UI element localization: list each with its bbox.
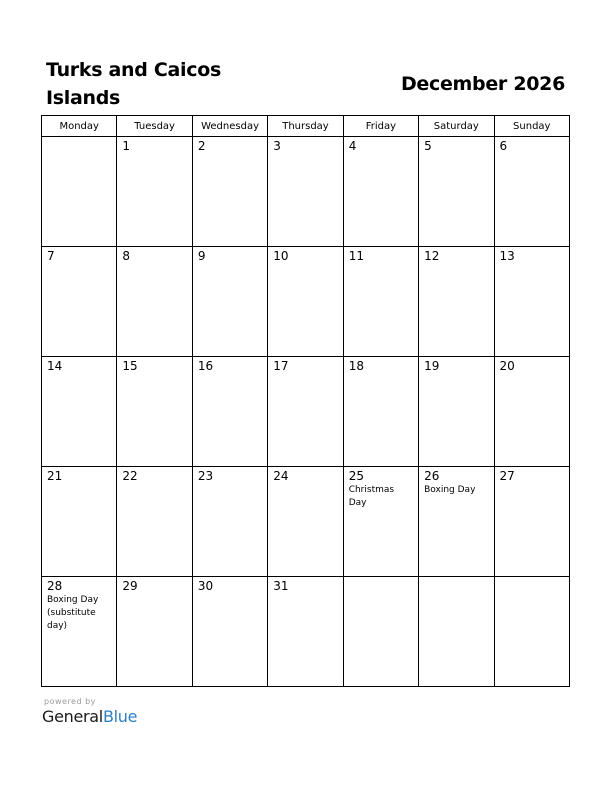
- day-cell-content: [193, 247, 267, 264]
- day-cell: [343, 247, 418, 357]
- day-cell: [117, 467, 192, 577]
- day-number: 28: [47, 579, 63, 593]
- day-number: 1: [122, 139, 131, 153]
- day-cell-content: [344, 247, 418, 264]
- day-cell-content: [495, 137, 569, 154]
- day-cell: [117, 357, 192, 467]
- day-cell: [268, 577, 343, 687]
- day-cell-content: [268, 577, 342, 594]
- day-cell-content: [495, 467, 569, 484]
- day-cell: [343, 137, 418, 247]
- day-number: 14: [47, 359, 63, 373]
- day-cell: [117, 247, 192, 357]
- day-cell-content: [268, 137, 342, 154]
- brand-blue: Blue: [102, 707, 138, 726]
- day-number: 15: [122, 359, 138, 373]
- day-cell-content: [419, 357, 493, 374]
- day-cell: [343, 467, 418, 577]
- day-cell: [42, 247, 117, 357]
- day-number: 4: [348, 139, 357, 153]
- day-number: 30: [197, 579, 214, 593]
- day-cell-content: [344, 467, 418, 510]
- day-number: 24: [273, 469, 289, 483]
- day-number: 5: [424, 139, 432, 153]
- day-cell-content: [344, 137, 418, 154]
- weekday-wednesday: Wednesday: [192, 116, 267, 137]
- day-cell-content: [495, 357, 569, 374]
- day-number: 2: [197, 139, 206, 153]
- day-cell: [42, 577, 117, 687]
- day-cell: [268, 357, 343, 467]
- day-cell: [494, 467, 569, 577]
- day-cell: [192, 467, 267, 577]
- holiday-label: Boxing Day: [424, 485, 476, 495]
- day-cell: [419, 137, 494, 247]
- weekday-saturday: Saturday: [419, 116, 494, 137]
- weekday-thursday: Thursday: [268, 116, 343, 137]
- day-cell-content: [268, 357, 342, 374]
- day-cell: [117, 577, 192, 687]
- day-number: 27: [499, 469, 515, 483]
- brand-general: General: [42, 707, 103, 726]
- day-cell: [268, 137, 343, 247]
- holiday-label: Boxing Day (substitute day): [47, 595, 99, 631]
- day-cell: [268, 247, 343, 357]
- day-cell: [268, 467, 343, 577]
- day-number: 18: [348, 359, 364, 373]
- weekday-tuesday: Tuesday: [117, 116, 192, 137]
- day-number: 16: [197, 359, 214, 373]
- day-cell-content: [419, 247, 493, 264]
- day-cell-content: [117, 137, 191, 154]
- day-number: 11: [348, 249, 364, 263]
- day-number: 12: [424, 249, 440, 263]
- weekday-friday: Friday: [343, 116, 418, 137]
- day-number: 6: [499, 139, 508, 153]
- calendar-body: [42, 137, 570, 687]
- day-number: 20: [499, 359, 515, 373]
- day-number: 31: [273, 579, 289, 593]
- day-cell: [42, 137, 117, 247]
- day-cell-content: [42, 357, 116, 374]
- day-cell: [419, 357, 494, 467]
- calendar-country-title: [46, 56, 286, 112]
- day-cell-content: [42, 467, 116, 484]
- day-cell: [42, 467, 117, 577]
- country-line-2: Islands: [46, 87, 121, 109]
- weekday-header-row: [42, 116, 570, 137]
- generalblue-logo: [42, 707, 137, 727]
- day-number: 19: [424, 359, 440, 373]
- day-number: 9: [197, 249, 206, 263]
- day-cell-content: [193, 577, 267, 594]
- day-number: 21: [47, 469, 63, 483]
- day-cell-content: [193, 357, 267, 374]
- day-number: 17: [273, 359, 289, 373]
- day-cell-content: [193, 467, 267, 484]
- day-cell-content: [419, 137, 493, 154]
- day-cell-content: [117, 467, 191, 484]
- day-cell: [494, 357, 569, 467]
- weekday-sunday: Sunday: [494, 116, 569, 137]
- day-cell-content: [193, 137, 267, 154]
- calendar-grid: [41, 115, 570, 687]
- day-number: 22: [122, 469, 138, 483]
- day-number: 23: [197, 469, 214, 483]
- day-cell: [343, 577, 418, 687]
- day-cell: [343, 357, 418, 467]
- day-cell: [192, 247, 267, 357]
- day-cell-content: [344, 357, 418, 374]
- day-cell: [42, 357, 117, 467]
- day-number: 29: [122, 579, 138, 593]
- day-cell-content: [117, 357, 191, 374]
- day-cell-content: [117, 247, 191, 264]
- day-cell-content: [42, 137, 116, 139]
- day-number: 10: [273, 249, 289, 263]
- day-cell-content: [495, 577, 569, 579]
- day-cell-content: [419, 577, 493, 579]
- day-number: 25: [348, 469, 364, 483]
- calendar-month-title: December 2026: [400, 73, 565, 95]
- day-number: 26: [424, 469, 440, 483]
- week-row: [42, 357, 570, 467]
- day-cell: [192, 357, 267, 467]
- holiday-label: Christmas Day: [348, 485, 395, 508]
- week-row: [42, 247, 570, 357]
- day-cell-content: [42, 247, 116, 264]
- day-cell: [192, 137, 267, 247]
- day-cell: [494, 247, 569, 357]
- day-cell-content: [495, 247, 569, 264]
- day-number: 8: [122, 249, 131, 263]
- country-line-1: Turks and Caicos: [46, 59, 221, 81]
- day-cell: [494, 577, 569, 687]
- day-cell-content: [419, 467, 493, 497]
- footer-branding: [42, 697, 137, 727]
- powered-by-text: powered by: [44, 697, 96, 706]
- day-cell-content: [344, 577, 418, 579]
- week-row: [42, 577, 570, 687]
- day-number: 3: [273, 139, 281, 153]
- weekday-monday: Monday: [42, 116, 117, 137]
- day-cell: [494, 137, 569, 247]
- day-cell-content: [42, 577, 116, 633]
- day-cell: [117, 137, 192, 247]
- day-number: 7: [47, 249, 55, 263]
- day-cell: [419, 577, 494, 687]
- day-cell-content: [117, 577, 191, 594]
- day-cell: [419, 467, 494, 577]
- day-cell-content: [268, 247, 342, 264]
- day-cell: [192, 577, 267, 687]
- day-number: 13: [499, 249, 515, 263]
- day-cell-content: [268, 467, 342, 484]
- week-row: [42, 137, 570, 247]
- week-row: [42, 467, 570, 577]
- day-cell: [419, 247, 494, 357]
